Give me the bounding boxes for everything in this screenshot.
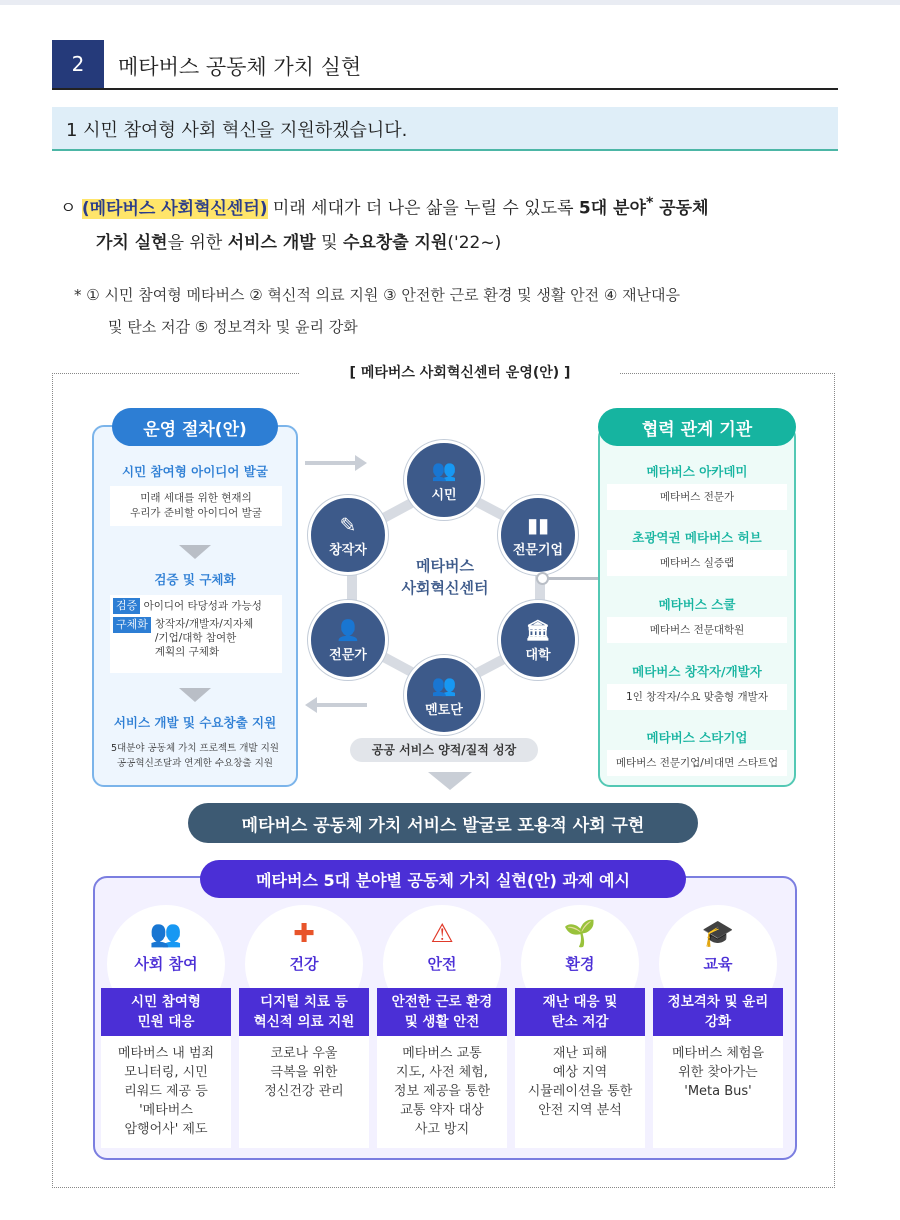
partner-name: 메타버스 스쿨 [658,597,736,612]
category-detail-line: 재난 피해 [552,1046,608,1061]
category-name: 안전 [427,955,457,973]
concretize-text: /기업/대학 참여한 [154,632,237,644]
people-icon: 👥 [431,457,457,482]
hub-center-label [380,555,510,599]
partner-desc: 메타버스 전문대학원 [607,617,787,643]
category-task [377,988,507,1036]
category-name: 교육 [703,955,733,973]
category-name: 환경 [565,955,595,973]
footnote-line1: * ① 시민 참여형 메타버스 ② 혁신적 의료 지원 ③ 안전한 근로 환경 및 생활 안전 ④ 재난대응 [74,286,681,304]
partner-name: 메타버스 스타기업 [646,730,748,745]
footnote-star: * [645,195,654,211]
category-task-line: 안전한 근로 환경 [391,994,493,1010]
category-detail-line: 위한 찾아가는 [678,1065,758,1080]
first-aid-kit-icon: ✚ [293,919,315,949]
category-detail-line: 모니터링, 시민 [124,1065,208,1080]
category-detail-line: 정신건강 관리 [264,1084,344,1099]
category-task [101,988,231,1036]
category-detail-line: 예상 지역 [552,1065,608,1080]
connector-dot [536,572,549,585]
growth-label: 공공 서비스 양적/질적 성장 [350,738,538,762]
concretize-text: 계획의 구체화 [154,646,220,658]
category-detail-line: 암행어사' 제도 [124,1122,208,1137]
category-detail-line: 사고 방지 [414,1122,470,1137]
para-bold: 수요창출 지원 [342,233,448,253]
verify-text: 아이디어 타당성과 가능성 [143,600,262,612]
para-bold: 가치 실현 [96,233,168,253]
top-divider [0,0,900,5]
category-detail-line: 정보 제공을 통한 [393,1084,491,1099]
section-header [52,40,838,90]
category-detail-line: 극복을 위한 [270,1065,338,1080]
category-task-line: 탄소 저감 [551,1014,609,1030]
warning-icon: ⚠ [430,919,454,949]
category-detail [377,1036,507,1148]
category-detail-line: 코로나 우울 [270,1046,338,1061]
concretize-text: 창작자/개발자/지자체 [154,618,254,630]
partner-institutions-title: 협력 관계 기관 [598,408,796,446]
para-bold: 공동체 [653,198,709,219]
node-label: 시민 [431,487,457,503]
partner-desc: 1인 창작자/수요 맞춤형 개발자 [607,684,787,710]
step3-desc-line: 5대분야 공동체 가치 프로젝트 개발 지원 [111,743,279,754]
university-icon: 🏛 [525,617,551,642]
section-number: 2 [52,40,104,88]
subsection-title: 1 시민 참여형 사회 혁신을 지원하겠습니다. [66,120,408,141]
step1-desc-line: 미래 세대를 위한 현재의 [140,492,252,504]
category-name: 건강 [289,955,319,973]
concretize-tag: 구체화 [113,617,151,633]
graduation-cap-icon: 🎓 [701,919,735,949]
node-company [498,495,578,575]
hub-center-line: 메타버스 [416,557,474,575]
node-mentor [404,655,484,735]
verify-tag: 검증 [113,598,140,614]
category-task-line: 혁신적 의료 지원 [253,1014,355,1030]
node-label: 멘토단 [425,702,463,718]
down-arrow-icon [179,688,211,702]
category-task-line: 및 생활 안전 [404,1014,480,1030]
diagram-title: [ 메타버스 사회혁신센터 운영(안) ] [300,362,620,386]
node-university [498,600,578,680]
category-detail [653,1036,783,1148]
para-bold: 5대 분야 [578,198,646,219]
main-paragraph [60,186,860,227]
category-task-line: 재난 대응 및 [542,994,618,1010]
building-chart-icon: ▮▮ [526,512,549,537]
subsection-header [52,107,838,151]
category-task [515,988,645,1036]
para-text: 및 [315,233,343,253]
category-task [239,988,369,1036]
partner-name: 초광역권 메타버스 허브 [632,530,762,545]
node-citizen [404,440,484,520]
step1-label: 시민 참여형 아이디어 발굴 [122,464,268,479]
down-arrow-icon [179,545,211,559]
step3-label: 서비스 개발 및 수요창출 지원 [113,715,277,730]
node-label: 전문기업 [512,542,564,558]
hub-center-line: 사회혁신센터 [401,579,489,597]
category-detail-line: 메타버스 내 범죄 [117,1046,215,1061]
section-title: 메타버스 공동체 가치 실현 [118,55,362,79]
para-text: 을 위한 [167,233,228,253]
category-task-line: 디지털 치료 등 [260,994,348,1010]
category-detail-line: 리워드 제공 등 [124,1084,208,1099]
category-detail-line: 시뮬레이션을 통한 [527,1084,633,1099]
category-detail-line: '메타버스 [139,1103,193,1118]
highlight-center-name: (메타버스 사회혁신센터) [81,198,268,219]
category-task-line: 정보격차 및 윤리 [667,994,769,1010]
step2-label: 검증 및 구체화 [154,572,236,587]
down-arrow-icon [428,772,472,790]
node-label: 창작자 [329,542,367,558]
node-label: 대학 [525,647,551,663]
people-network-icon: 👥 [149,919,183,949]
presenter-icon: 👤 [335,617,361,642]
step3-desc-line: 공공혁신조달과 연계한 수요창출 지원 [117,758,273,769]
category-detail [515,1036,645,1148]
step2-desc [110,595,282,673]
node-creator [308,495,388,575]
arrow-shaft [315,703,367,707]
category-detail-line: 메타버스 체험을 [671,1046,765,1061]
category-detail-line: 메타버스 교통 [402,1046,482,1061]
node-expert [308,600,388,680]
step1-desc-line: 우리가 준비할 아이디어 발굴 [130,507,262,519]
step3-desc [96,738,294,776]
footnote-line2: 및 탄소 저감 ⑤ 정보격차 및 윤리 강화 [108,318,358,336]
operation-procedure-title: 운영 절차(안) [112,408,278,446]
sprout-icon: 🌱 [563,919,597,949]
para-text: ('22~) [447,233,502,253]
para-bold: 서비스 개발 [227,233,316,253]
category-task-line: 강화 [704,1014,732,1030]
partner-name: 메타버스 아카데미 [646,464,748,479]
bullet: ㅇ [60,198,77,219]
node-label: 전문가 [329,647,367,663]
category-detail-line: 안전 지역 분석 [538,1103,622,1118]
step1-desc [110,486,282,526]
arrow-shaft [305,461,357,465]
mentor-group-icon: 👥 [431,672,457,697]
para-text: 미래 세대가 더 나은 삶을 누릴 수 있도록 [267,198,579,219]
category-detail [239,1036,369,1148]
category-name: 사회 참여 [134,955,198,973]
inclusive-society-banner: 메타버스 공동체 가치 서비스 발굴로 포용적 사회 구현 [188,803,698,843]
partner-desc: 메타버스 전문기업/비대면 스타트업 [607,750,787,776]
category-task-line: 시민 참여형 [131,994,201,1010]
category-detail [101,1036,231,1148]
partner-name: 메타버스 창작자/개발자 [632,664,762,679]
creator-icon: ✎ [339,512,357,537]
category-task-line: 민원 대응 [137,1014,195,1030]
category-detail-line: 'Meta Bus' [684,1084,752,1099]
main-paragraph-line2 [96,226,856,261]
category-detail-line: 지도, 사전 체험, [396,1065,488,1080]
partner-desc: 메타버스 실증랩 [607,550,787,576]
category-task [653,988,783,1036]
category-detail-line: 교통 약자 대상 [400,1103,484,1118]
partner-desc: 메타버스 전문가 [607,484,787,510]
five-areas-title: 메타버스 5대 분야별 공동체 가치 실현(안) 과제 예시 [200,860,686,898]
connector-line [540,577,600,580]
